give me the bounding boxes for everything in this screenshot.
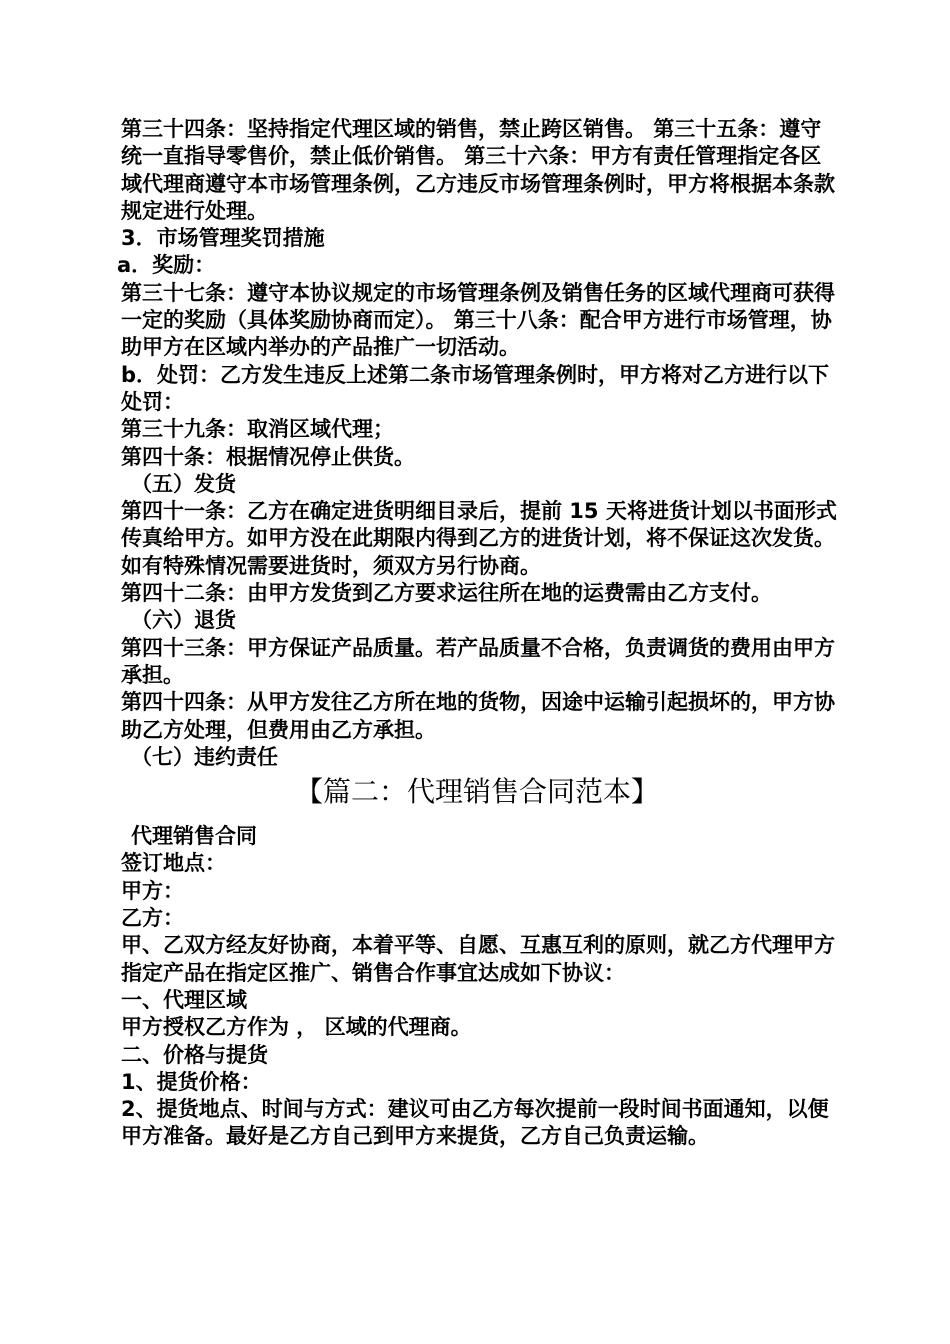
article-43-paragraph: 第四十三条：甲方保证产品质量。若产品质量不合格，负责调货的费用由甲方承担。 <box>121 635 835 687</box>
market-reward-penalty-heading: 3．市场管理奖罚措施 <box>121 226 325 251</box>
article-34-36-paragraph: 第三十四条：坚持指定代理区域的销售，禁止跨区销售。 第三十五条：遵守统一直指导零售价，禁止低价销售。 第三十六条：甲方有责任管理指定各区域代理商遵守本市场管理条例，乙方违反市场管理条例时，甲方将根据本条款规定进行处理。 <box>121 117 835 223</box>
price-pickup-heading: 二、价格与提货 <box>121 1042 268 1067</box>
article-44-paragraph: 第四十四条：从甲方发往乙方所在地的货物，因途中运输引起损坏的，甲方协助乙方处理，但费用由乙方承担。 <box>121 690 835 742</box>
delivery-section-heading: （五）发货 <box>131 471 236 496</box>
agency-region-paragraph: 甲方授权乙方作为 ， 区域的代理商。 <box>121 1015 472 1040</box>
agency-region-heading: 一、代理区域 <box>121 987 247 1012</box>
party-b-label: 乙方： <box>121 906 184 931</box>
signing-place-label: 签订地点： <box>121 851 226 876</box>
reward-label: a．奖励： <box>117 253 216 278</box>
article-39-paragraph: 第三十九条：取消区域代理； <box>121 417 394 442</box>
party-a-label: 甲方： <box>121 878 184 903</box>
agreement-intro-paragraph: 甲、乙双方经友好协商，本着平等、自愿、互惠互利的原则，就乙方代理甲方指定产品在指定区推广、销售合作事宜达成如下协议： <box>121 933 835 985</box>
article-40-paragraph: 第四十条：根据情况停止供货。 <box>121 444 415 469</box>
section-heading: 【篇二：代理销售合同范本】 <box>294 775 659 809</box>
document-page <box>117 116 837 1151</box>
article-37-38-paragraph: 第三十七条：遵守本协议规定的市场管理条例及销售任务的区域代理商可获得一定的奖励（具体奖励协商而定）。 第三十八条：配合甲方进行市场管理，协助甲方在区域内举办的产品推广一切活动。 <box>121 280 835 360</box>
pickup-location-paragraph: 2、提货地点、时间与方式：建议可由乙方每次提前一段时间书面通知，以便甲方准备。最好是乙方自己到甲方来提货，乙方自己负责运输。 <box>121 1097 829 1149</box>
pickup-price-item: 1、提货价格： <box>121 1069 262 1094</box>
article-41-paragraph: 第四十一条：乙方在确定进货明细目录后，提前 15 天将进货计划以书面形式传真给甲方。如甲方没在此期限内得到乙方的进货计划，将不保证这次发货。如有特殊情况需要进货时，须双方另行协商。 <box>121 499 837 578</box>
article-42-paragraph: 第四十二条：由甲方发货到乙方要求运往所在地的运费需由乙方支付。 <box>121 581 772 606</box>
penalty-paragraph: b．处罚：乙方发生违反上述第二条市场管理条例时，甲方将对乙方进行以下处罚： <box>121 362 830 414</box>
contract-title: 代理销售合同 <box>131 824 257 849</box>
breach-liability-heading: （七）违约责任 <box>131 744 278 769</box>
returns-section-heading: （六）退货 <box>131 608 236 633</box>
